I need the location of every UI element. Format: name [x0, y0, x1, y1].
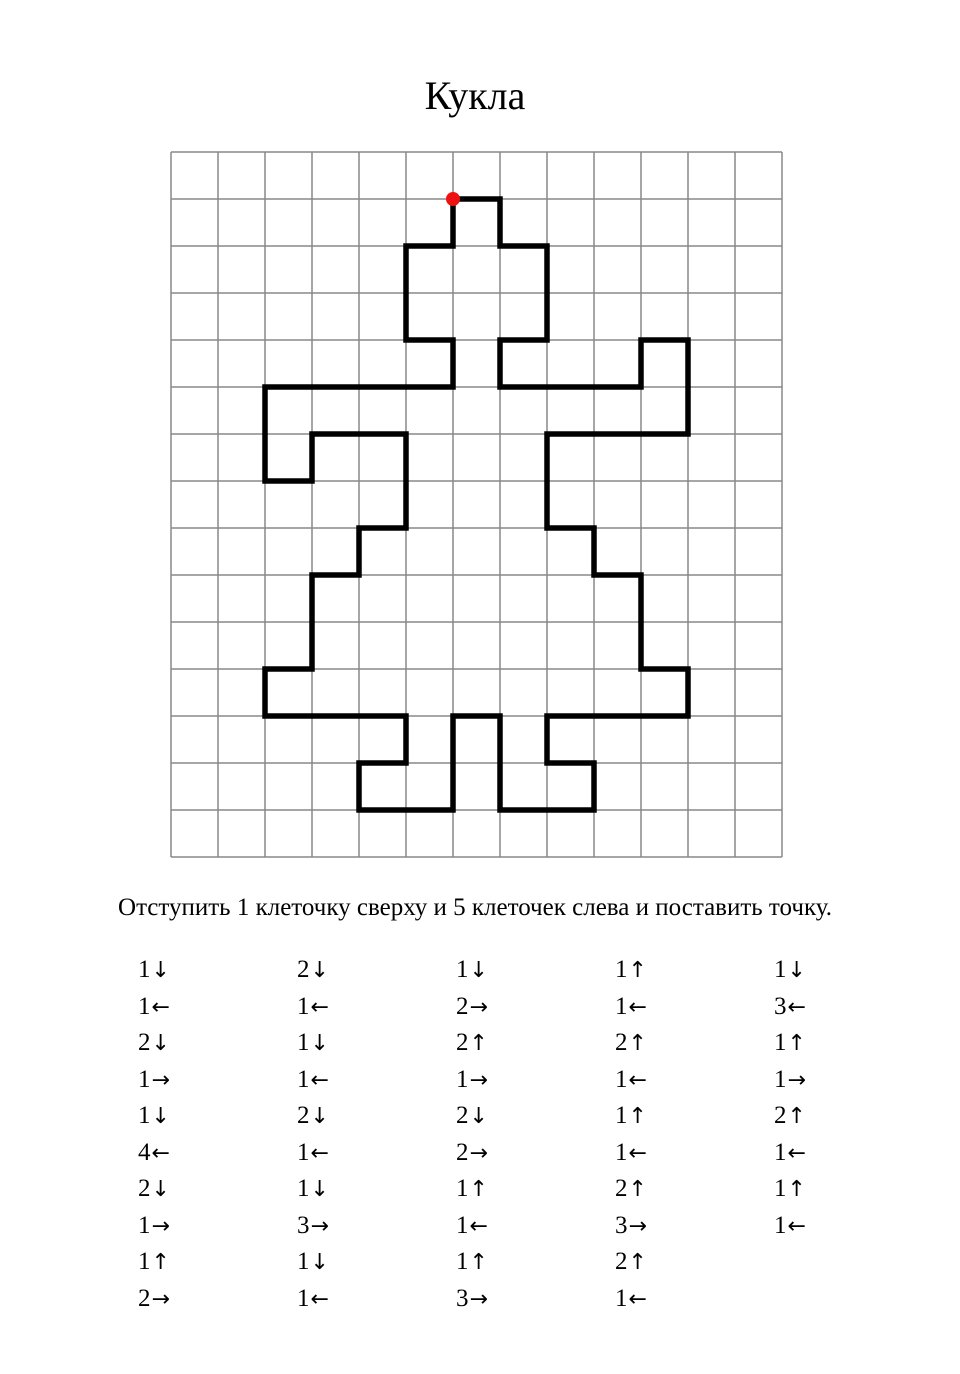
arrow-up-icon: ↑: [628, 1104, 647, 1129]
step-count: 2: [138, 1284, 151, 1312]
step-count: 1: [138, 1248, 151, 1275]
arrow-down-icon: ↓: [151, 1177, 170, 1202]
arrow-up-icon: ↑: [628, 1031, 647, 1056]
step-count: 1: [456, 1248, 469, 1275]
arrow-down-icon: ↓: [151, 1104, 170, 1129]
step-item: [456, 1135, 546, 1172]
doll-figure-outline: [265, 199, 688, 810]
arrow-left-icon: ←: [310, 1286, 329, 1312]
step-item: [297, 1281, 387, 1318]
step-count: 1: [774, 1138, 787, 1166]
step-item: [615, 989, 705, 1026]
step-count: 1: [774, 1211, 787, 1239]
step-item: [456, 1208, 546, 1245]
step-count: 1: [138, 1102, 151, 1129]
instruction-text: Отступить 1 клеточку сверху и 5 клеточек слева и поставить точку.: [118, 894, 832, 921]
arrow-left-icon: ←: [310, 1067, 329, 1093]
step-item: [138, 1208, 228, 1245]
step-count: 1: [615, 992, 628, 1020]
arrow-left-icon: ←: [787, 994, 806, 1020]
step-count: 2: [456, 1102, 469, 1129]
arrow-left-icon: ←: [151, 1140, 170, 1166]
step-item: [138, 1244, 228, 1281]
arrow-left-icon: ←: [787, 1140, 806, 1166]
arrow-right-icon: →: [787, 1067, 806, 1093]
arrow-up-icon: ↑: [787, 1031, 806, 1056]
arrow-down-icon: ↓: [787, 958, 806, 983]
arrow-left-icon: ←: [628, 1067, 647, 1093]
step-count: 1: [615, 1102, 628, 1129]
step-column: [138, 952, 228, 1317]
arrow-right-icon: →: [151, 1286, 170, 1312]
step-item: [138, 1098, 228, 1135]
step-count: 3: [456, 1284, 469, 1312]
arrow-right-icon: →: [151, 1067, 170, 1093]
step-item: [138, 1281, 228, 1318]
step-item: [774, 1025, 864, 1062]
arrow-left-icon: ←: [628, 1286, 647, 1312]
step-count: 1: [456, 1211, 469, 1239]
step-item: [297, 1062, 387, 1099]
arrow-down-icon: ↓: [310, 1250, 329, 1275]
step-count: 2: [297, 956, 310, 983]
arrow-down-icon: ↓: [310, 1104, 329, 1129]
step-item: [138, 952, 228, 989]
step-item: [615, 1135, 705, 1172]
arrow-up-icon: ↑: [469, 1250, 488, 1275]
step-item: [456, 1062, 546, 1099]
step-count: 1: [297, 992, 310, 1020]
step-item: [615, 1208, 705, 1245]
arrow-up-icon: ↑: [787, 1104, 806, 1129]
step-count: 1: [138, 956, 151, 983]
step-count: 1: [456, 1065, 469, 1093]
step-item: [456, 989, 546, 1026]
step-count: 1: [615, 956, 628, 983]
step-item: [615, 1244, 705, 1281]
arrow-right-icon: →: [628, 1213, 647, 1239]
arrow-up-icon: ↑: [628, 1177, 647, 1202]
step-count: 1: [297, 1248, 310, 1275]
step-count: 2: [774, 1102, 787, 1129]
step-item: [615, 1025, 705, 1062]
arrow-up-icon: ↑: [469, 1031, 488, 1056]
step-item: [774, 1171, 864, 1208]
step-count: 3: [297, 1211, 310, 1239]
step-count: 1: [297, 1175, 310, 1202]
arrow-left-icon: ←: [628, 994, 647, 1020]
step-item: [297, 1208, 387, 1245]
step-column: [774, 952, 864, 1244]
step-count: 2: [615, 1029, 628, 1056]
arrow-right-icon: →: [469, 994, 488, 1020]
step-count: 1: [138, 1211, 151, 1239]
step-count: 2: [456, 1029, 469, 1056]
step-item: [774, 1135, 864, 1172]
step-count: 1: [456, 1175, 469, 1202]
step-count: 4: [138, 1138, 151, 1166]
arrow-up-icon: ↑: [628, 1250, 647, 1275]
step-count: 1: [774, 1029, 787, 1056]
step-count: 2: [297, 1102, 310, 1129]
arrow-down-icon: ↓: [310, 958, 329, 983]
arrow-up-icon: ↑: [628, 958, 647, 983]
step-count: 2: [456, 992, 469, 1020]
step-count: 1: [615, 1065, 628, 1093]
step-item: [297, 1244, 387, 1281]
step-count: 1: [297, 1138, 310, 1166]
step-item: [456, 952, 546, 989]
step-count: 1: [138, 992, 151, 1020]
step-item: [138, 1062, 228, 1099]
step-item: [615, 1281, 705, 1318]
step-item: [774, 952, 864, 989]
step-item: [774, 1208, 864, 1245]
step-item: [456, 1098, 546, 1135]
step-item: [615, 1098, 705, 1135]
step-count: 1: [774, 1175, 787, 1202]
step-item: [297, 1135, 387, 1172]
arrow-down-icon: ↓: [310, 1177, 329, 1202]
arrow-left-icon: ←: [787, 1213, 806, 1239]
step-column: [615, 952, 705, 1317]
start-point: [446, 192, 460, 206]
page-title: Кукла: [424, 73, 526, 118]
arrow-down-icon: ↓: [310, 1031, 329, 1056]
step-count: 1: [297, 1029, 310, 1056]
step-item: [615, 952, 705, 989]
step-count: 1: [774, 956, 787, 983]
step-item: [456, 1244, 546, 1281]
step-column: [456, 952, 546, 1317]
step-item: [774, 1098, 864, 1135]
arrow-left-icon: ←: [310, 994, 329, 1020]
arrow-left-icon: ←: [628, 1140, 647, 1166]
step-count: 2: [615, 1175, 628, 1202]
arrow-down-icon: ↓: [469, 958, 488, 983]
step-item: [297, 1025, 387, 1062]
step-count: 1: [297, 1284, 310, 1312]
step-count: 2: [138, 1175, 151, 1202]
arrow-right-icon: →: [469, 1067, 488, 1093]
step-count: 1: [297, 1065, 310, 1093]
step-item: [774, 989, 864, 1026]
step-count: 3: [774, 992, 787, 1020]
step-item: [297, 989, 387, 1026]
step-count: 2: [138, 1029, 151, 1056]
step-item: [138, 989, 228, 1026]
arrow-down-icon: ↓: [151, 1031, 170, 1056]
step-item: [297, 1098, 387, 1135]
grid-lines: [171, 152, 782, 857]
arrow-up-icon: ↑: [787, 1177, 806, 1202]
step-count: 3: [615, 1211, 628, 1239]
arrow-up-icon: ↑: [151, 1250, 170, 1275]
step-item: [774, 1062, 864, 1099]
arrow-right-icon: →: [310, 1213, 329, 1239]
arrow-up-icon: ↑: [469, 1177, 488, 1202]
arrow-down-icon: ↓: [151, 958, 170, 983]
arrow-right-icon: →: [469, 1286, 488, 1312]
step-count: 1: [138, 1065, 151, 1093]
step-count: 1: [615, 1284, 628, 1312]
arrow-left-icon: ←: [310, 1140, 329, 1166]
step-instructions: [0, 952, 960, 1322]
step-count: 1: [615, 1138, 628, 1166]
step-item: [456, 1025, 546, 1062]
arrow-left-icon: ←: [151, 994, 170, 1020]
step-item: [138, 1171, 228, 1208]
arrow-down-icon: ↓: [469, 1104, 488, 1129]
step-item: [297, 952, 387, 989]
step-item: [138, 1135, 228, 1172]
step-count: 1: [456, 956, 469, 983]
step-item: [297, 1171, 387, 1208]
step-item: [615, 1171, 705, 1208]
step-item: [138, 1025, 228, 1062]
arrow-right-icon: →: [151, 1213, 170, 1239]
step-count: 1: [774, 1065, 787, 1093]
step-item: [615, 1062, 705, 1099]
arrow-right-icon: →: [469, 1140, 488, 1166]
step-item: [456, 1171, 546, 1208]
step-count: 2: [615, 1248, 628, 1275]
step-item: [456, 1281, 546, 1318]
arrow-left-icon: ←: [469, 1213, 488, 1239]
step-column: [297, 952, 387, 1317]
step-count: 2: [456, 1138, 469, 1166]
